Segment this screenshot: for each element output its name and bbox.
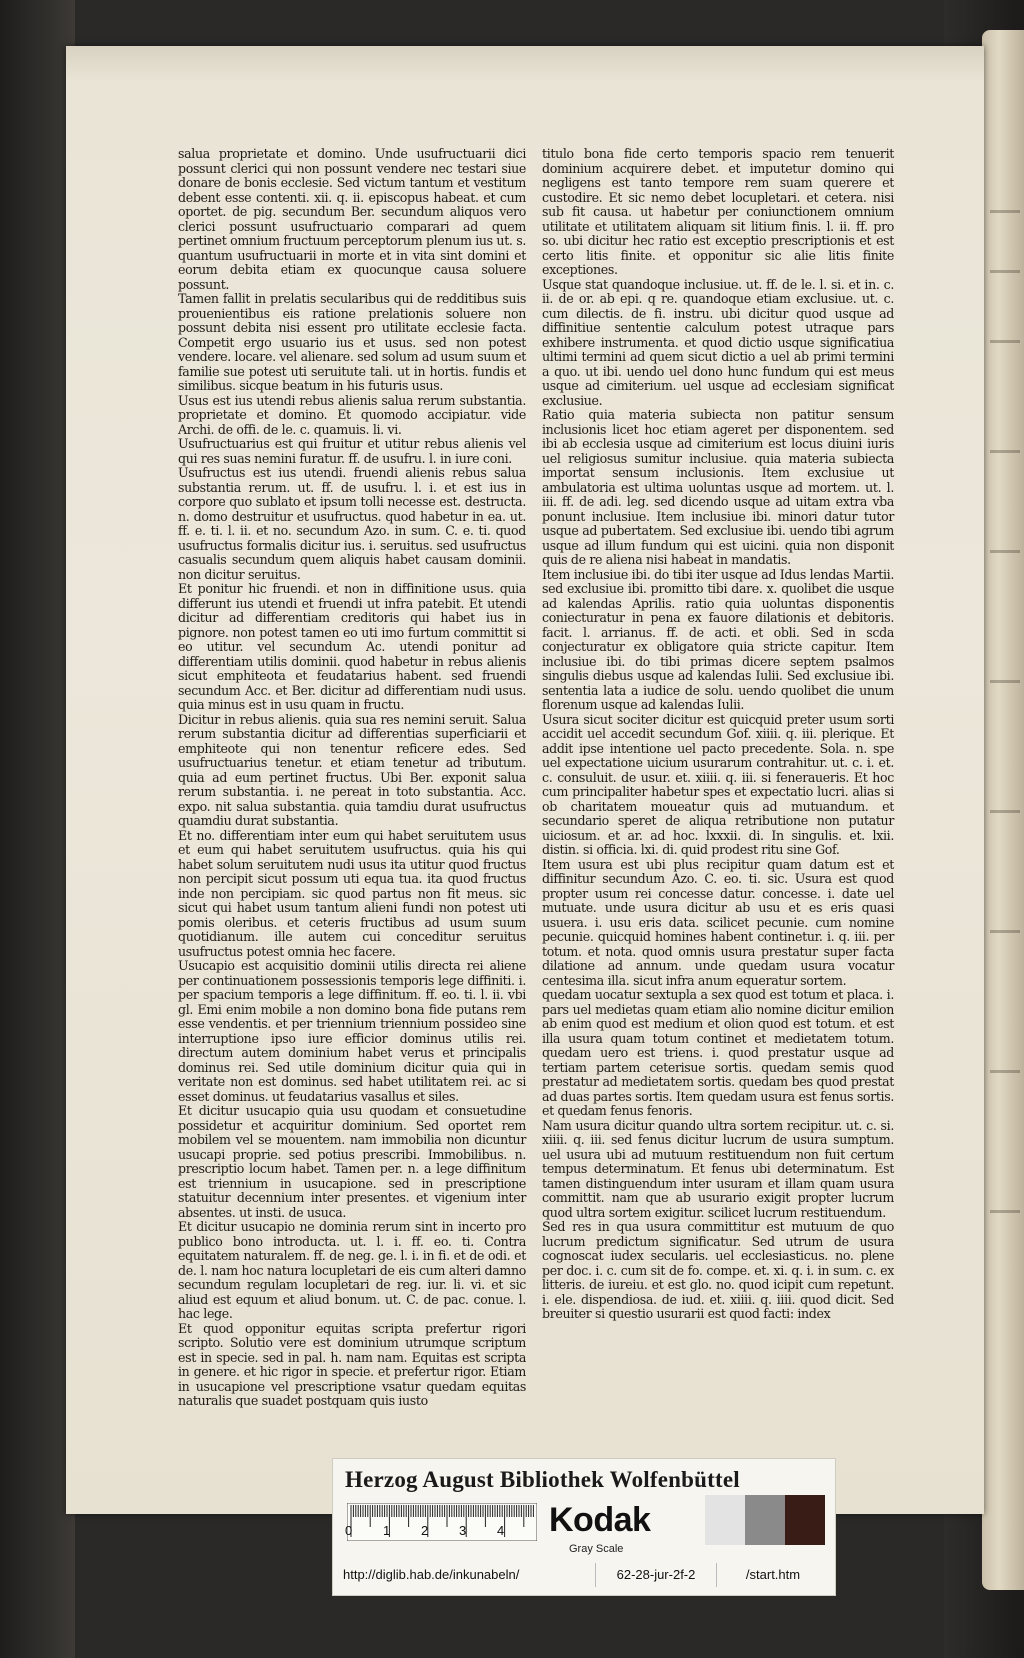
text-column-left bbox=[178, 147, 526, 1409]
ruler-number: 3 bbox=[459, 1523, 467, 1538]
text-paragraph: Dicitur in rebus alienis. quia sua res nemini seruit. Salua rerum substantia dicitur ad differentias superficiarii et emphiteote qui non tenentur reficere edes. Sed usufructuarius tenetur. et etiam tenetur ad tributum. quia ad eum pertinet fructus. Ubi Ber. exponit salua rerum substantia. i. ne pereat in toto substantia. Acc. expo. nit salua substantia. quia tamdiu durat usufructus quamdiu durat substantia. bbox=[178, 711, 526, 828]
text-paragraph: quedam uocatur sextupla a sex quod est totum et placa. i. pars uel medietas quam etiam alio nomine dicitur emilion ab enim quod est medium et olion quod est totum. et est illa usura quam totum continet et medietatem totum. quedam uero est triens. i. quod prestatur usque ad tertiam partem ceterisue sortis. quedam semis quod prestatur ad medietatem sortis. quedam bes quod prestat ad duas partes sortis. Item quedam usura est fenus sortis. et quedam fenus fenoris. bbox=[542, 987, 894, 1118]
text-paragraph: Usufructus est ius utendi. fruendi alienis rebus salua substantia rerum. ut. ff. de usufru. l. i. et est ius in corpore quo sublato et ipsum tolli necesse est. destructa. n. domo destruitur et usufructus. quod habetur in ea. ut. ff. e. ti. l. ii. et no. secundum Azo. in sum. C. e. ti. quod usufructus formalis dicitur ius. i. seruitus. sed usufructus casualis secundum quem aliquis habet causam dominii. non dicitur seruitus. bbox=[178, 465, 526, 582]
gray-patch-dark bbox=[785, 1495, 825, 1545]
measurement-ruler bbox=[347, 1503, 537, 1541]
ruler-number: 1 bbox=[383, 1523, 391, 1538]
text-paragraph: Sed res in qua usura committitur est mutuum de quo lucrum predictum significatur. Sed utrum de usura cognoscat iudex secularis. uel ecclesiasticus. no. plene per doc. i. c. cum sit de fo. compe. et. xi. q. i. in sum. c. ex litteris. de iureiu. et est glo. no. quod icipit cum repetunt. i. ele. dispendiosa. de iud. et. xiiii. q. iiii. quod dicit. Sed breuiter si questio usurarii est quod facti: index bbox=[542, 1219, 894, 1321]
gray-scale-label: Gray Scale bbox=[569, 1543, 624, 1555]
text-paragraph: titulo bona fide certo temporis spacio rem tenuerit dominium acquirere debet. et imputetur domino qui negligens est tanto tempore rem suam querere et custodire. Et sic nemo debet locupletari. et cetera. nisi sub fit causa. ut habetur per coniunctionem omnium utilitate et utilitatem aliquam sit litium finis. l. ii. ff. pro so. ubi dicitur hec ratio est exceptio prescriptionis et est certo litis finite. et opponitur sic alie litis finite exceptiones. bbox=[542, 146, 894, 277]
text-paragraph: salua proprietate et domino. Unde usufructuarii dici possunt clerici qui non possunt vendere nec testari siue donare de bonis ecclesie. Sed victum tantum et vestitum debent esse contenti. xii. q. ii. episcopus habeat. et cum oportet. de pig. secundum Ber. secundum aliquos vero clerici possunt usufructuario comparari ad quem pertinet omnium fructuum perceptorum plenum ius ut. s. quantum usufructuarii in morte et in vita sint domini et eorum debita etiam ex quocunque causa soluere possunt. bbox=[178, 146, 526, 292]
text-paragraph: Usufructuarius est qui fruitur et utitur rebus alienis vel qui res suas nemini furatur. ff. de usufru. l. in iure coni. bbox=[178, 436, 526, 466]
start-link[interactable]: /start.htm bbox=[745, 1567, 801, 1582]
gray-patch-light bbox=[705, 1495, 745, 1545]
text-paragraph: Et no. differentiam inter eum qui habet seruitutem usus et eum qui habet seruitutem usufructus. quia his qui habet solum seruitutem nudi usus ita utitur quod fructus non percipit sicut possum uti equa tua. ita quod fructus inde non percipiam. sic quod partus non fit meus. sic sicut qui habet usum tantum alieni fundi non potest uti pomis oleribus. et ceteris fructibus ad usum suum quotidianum. ille autem cui conceditur seruitus usufructus potest omnia hec facere. bbox=[178, 827, 526, 959]
text-paragraph: Et dicitur usucapio quia usu quodam et consuetudine possidetur et acquiritur dominium. Sed oportet rem mobilem vel se mouentem. nam immobilia non dicuntur usucapi proprie. sed potius prescribi. Immobilibus. n. prescriptio locum habet. Tamen per. n. a lege diffinitum est triennium in usucapione. sed in prescriptione statuitur decennium inter presentes. et vigenium inter absentes. ut insti. de usuca. bbox=[178, 1103, 526, 1220]
text-paragraph: Item usura est ubi plus recipitur quam datum est et diffinitur secundum Azo. C. eo. ti. sic. Usura est quod propter usum rei concesse datur. concesse. i. date uel mutuate. unde usura dicitur ab usu et es eris quasi usuera. i. usu eris data. scilicet pecunie. cum nomine pecunie. quicquid homines habent continetur. i. q. iii. per totum. et nota. quod omnis usura prestatur super facta dilatione ad annum. unde quedam usura vocatur centesima illa. sicut infra anum equeratur sortem. bbox=[542, 856, 894, 988]
text-paragraph: Ratio quia materia subiecta non patitur sensum inclusionis licet hoc etiam ageret per disponentem. sed ibi ab ecclesia usque ad cimiterium est locus diuini iuris uel religiosus sumitur inclusiue. quia materia subiecta importat sensum inclusionis. Item exclusiue ut ambulatoria est ultima uoluntas usque ad mortem. ut. l. iii. ff. de adi. leg. sed dicendo usque ad uitam extra vba ponunt inclusiue. Item inclusiue ibi. minori datur tutor usque ad pubertatem. Sed exclusiue ibi. uendo tibi agrum usque ad illum fundum qui est uicini. quia non disponit quis de re aliena nisi habeat in mandatis. bbox=[542, 407, 894, 567]
ruler-number: 2 bbox=[421, 1523, 429, 1538]
text-paragraph: Et ponitur hic fruendi. et non in diffinitione usus. quia differunt ius utendi et fruendi ut infra patebit. Et utendi dicitur ad differentiam creditoris qui habet ius in pignore. non potest tamen eo uti imo furtum committit si eo utitur. vel secundum Ac. utendi ponitur ad differentiam utilis dominii. quod habetur in rebus alienis sicut emphiteota et feudatarius habent. sed fruendi secundum Acc. et Ber. dicitur ad differentiam nudi usus. quia minus est in usu quam in fructu. bbox=[178, 581, 526, 712]
text-paragraph: Item inclusiue ibi. do tibi iter usque ad Idus lendas Martii. sed exclusiue ibi. promitto tibi dare. x. quolibet die usque ad kalendas Aprilis. ratio quia uoluntas disponentis coniecturatur in pena ex fauore dilationis et debitoris. facit. l. arrianus. ff. de acti. et obli. Sed in scda conjecturatur ex obligatore quia stricte capitur. Item inclusiue ibi. do tibi primas dicere septem psalmos singulis diebus usque ad kalendas Iulii. Sed exclusiue ibi. sententia lata a iudice de solu. uendo quolibet die unum florenum usque ad kalendas Iulii. bbox=[542, 566, 894, 712]
text-paragraph: Usus est ius utendi rebus alienis salua rerum substantia. proprietate et domino. Et quomodo accipiatur. vide Archi. de offi. de le. c. quamuis. li. vi. bbox=[178, 392, 526, 437]
gray-patch-mid bbox=[745, 1495, 785, 1545]
text-column-right bbox=[542, 147, 894, 1322]
scanner-backdrop-left bbox=[0, 0, 75, 1658]
text-paragraph: Et dicitur usucapio ne dominia rerum sint in incerto pro publico bono introducta. ut. l. i. ff. eo. ti. Contra equitatem naturalem. ff. de neg. ge. l. i. in fi. et de odi. et de. l. nam hoc natura locupletari de eis cum alteri damno secundum regulam locupletari de reg. iur. li. vi. et sic aliud est equum et aliud bonum. ut. C. de pac. conue. l. hac lege. bbox=[178, 1219, 526, 1321]
text-paragraph: Usucapio est acquisitio dominii utilis directa rei aliene per continuationem possessionis temporis lege diffiniti. i. per spacium temporis a lege diffinitum. ff. eo. ti. l. ii. vbi gl. Emi enim mobile a non domino bona fide putans rem esse vendentis. et per triennium triennium possideo sine interruptione ipso iure efficior dominus utilis rei. directum autem dominium habet verus et principalis dominus rei. Sed utile dominium dicitur quia qui in veritate non est dominus. sed habet utilitatem rei. ac si esset dominus. ut feudatarius vasallus et siles. bbox=[178, 958, 526, 1104]
ruler-number: 0 bbox=[345, 1523, 353, 1538]
kodak-logo: Kodak bbox=[549, 1501, 651, 1539]
text-paragraph: Tamen fallit in prelatis secularibus qui de redditibus suis prouenientibus eis ratione prelationis soluere non possunt debita nisi essent pro utilitate ecclesie facta. Competit ergo usuario ius et usus. sed non potest vendere. locare. vel alienare. sed solum ad usum suum et familie sue potest uti seruitute tali. ut in hortis. fundis et similibus. sicque beatum in his futuris usus. bbox=[178, 291, 526, 393]
shelfmark: 62-28-jur-2f-2 bbox=[595, 1563, 717, 1587]
next-page-edge bbox=[982, 30, 1024, 1590]
gray-scale-patches bbox=[705, 1495, 825, 1545]
text-paragraph: Usque stat quandoque inclusiue. ut. ff. de le. l. si. et in. c. ii. de or. ab epi. q re. quandoque etiam exclusiue. ut. c. cum dilectis. de fi. instru. ubi dicitur quod usque ad diffinitiue sententie calculum potest utraque pars exhibere instrumenta. et quod dictio usque significatiua ultimi termini ad quem sicut dictio a uel ab primi termini a quo. ut ibi. uendo uel dono hunc fundum qui est meus usque ad cimiterium. uel usque ad ecclesiam significat exclusiue. bbox=[542, 276, 894, 408]
library-reference-card bbox=[332, 1458, 836, 1596]
text-paragraph: Nam usura dicitur quando ultra sortem recipitur. ut. c. si. xiiii. q. iii. sed fenus dicitur lucrum de usura sumptum. uel usura ubi ad mutuum restituendum non fuit certum tempus determinatum. Et fenus ubi determinatum. Est tamen distinguendum inter usuram et illam quam usura committit. nam que ab usurario exigit propter lucrum quod ultra sortem exigitur. scilicet lucrum restituendum. bbox=[542, 1117, 894, 1220]
ruler-number: 4 bbox=[497, 1523, 505, 1538]
text-paragraph: Et quod opponitur equitas scripta prefertur rigori scripto. Solutio vere est dominium utrumque scriptum est in specie. sed in pal. h. nam nam. Equitas est scripta in genere. et hic rigor in specie. et prefertur rigor. Etiam in usucapione vel prescriptione vsatur quedam equitas naturalis que suadet postquam quis iusto bbox=[178, 1320, 526, 1408]
library-title: Herzog August Bibliothek Wolfenbüttel bbox=[345, 1467, 740, 1492]
digital-library-url[interactable]: http://diglib.hab.de/inkunabeln/ bbox=[343, 1567, 520, 1582]
text-paragraph: Usura sicut sociter dicitur est quicquid preter usum sorti accidit uel accedit secundum Gof. xiiii. q. iii. plerique. Et addit ipse intentione uel pacto precedente. Sola. n. spe uel expectatione uicium usurarum contrahitur. ut. c. i. et. c. consuluit. de usur. et. xiiii. q. iii. si feneraueris. Et hoc cum principaliter habetur spes et expectatio lucri. alias si ob charitatem moueatur quis ad mutuandum. et secundario speret de aliqua retributione non putatur uiciosum. et ar. ad hoc. lxxxii. di. In singulis. et. lxii. distin. si officia. lxi. di. quid prodest ritu sine Gof. bbox=[542, 711, 894, 857]
